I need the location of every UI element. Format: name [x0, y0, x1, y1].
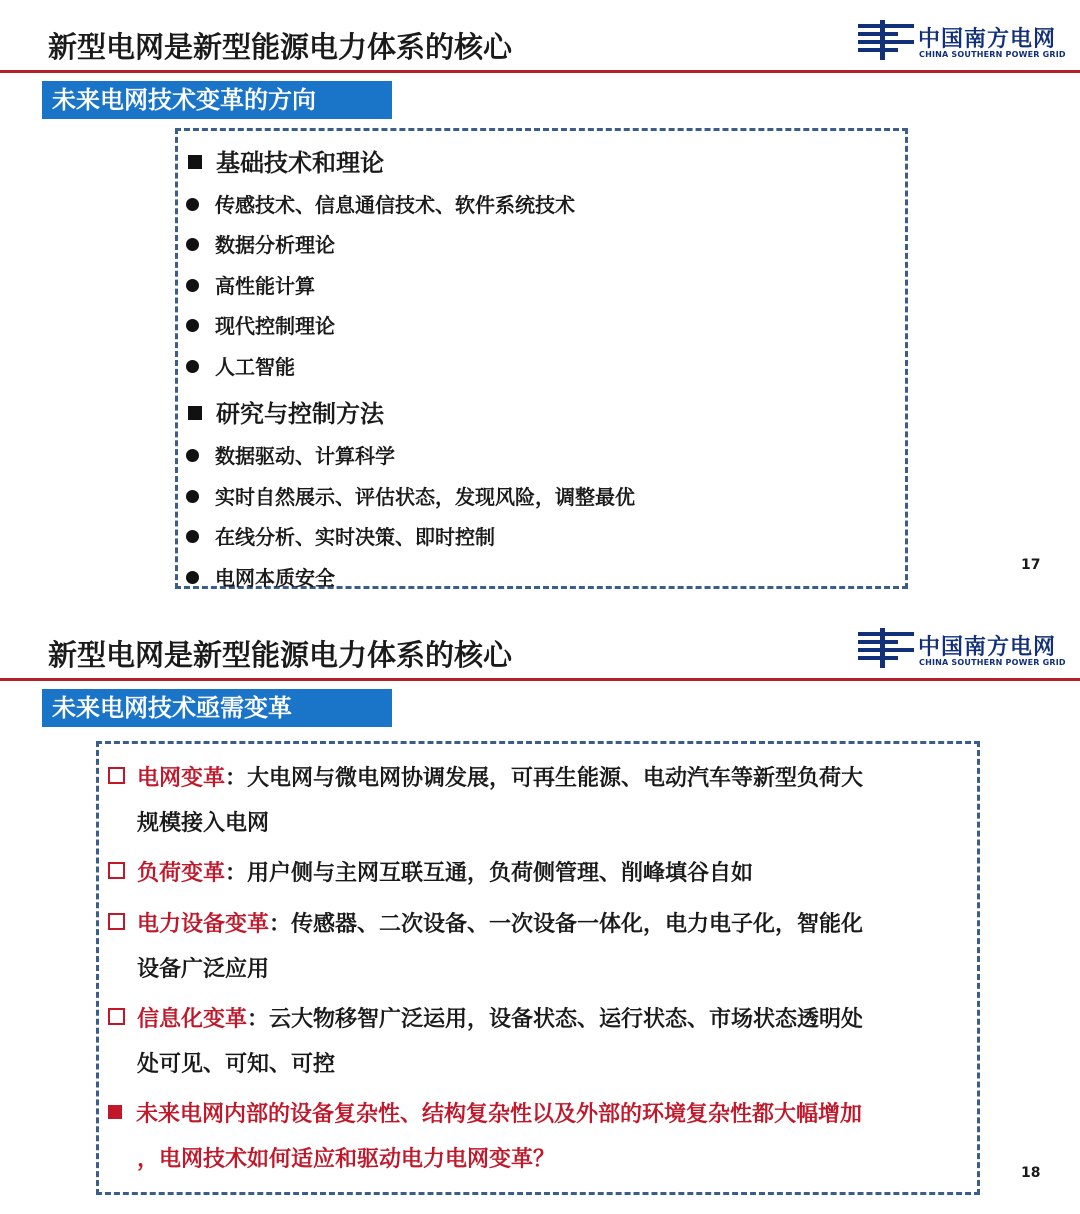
page-number: 17: [1021, 557, 1041, 573]
point-label: 电网变革: [137, 766, 226, 791]
dot-bullet-icon: [186, 238, 199, 251]
logo-stripes-icon: [858, 628, 914, 668]
list-item: 电网本质安全: [186, 562, 335, 591]
logo-text-en: CHINA SOUTHERN POWER GRID: [919, 658, 1066, 667]
point-continuation: 处可见、可知、可控: [137, 1052, 336, 1077]
section-tab: 未来电网技术变革的方向: [42, 81, 392, 119]
dot-bullet-icon: [186, 449, 199, 462]
change-point: 电力设备变革：传感器、二次设备、一次设备一体化，电力电子化，智能化: [108, 907, 863, 938]
slide-title: 新型电网是新型能源电力体系的核心: [48, 30, 513, 64]
dot-bullet-icon: [186, 279, 199, 292]
company-logo: [858, 20, 1073, 66]
slide-18: [0, 607, 1080, 1214]
list-item: 现代控制理论: [186, 310, 335, 339]
title-divider: [0, 678, 1080, 681]
square-bullet-icon: [188, 155, 202, 169]
list-item: 高性能计算: [186, 270, 315, 299]
section-tab: 未来电网技术亟需变革: [42, 689, 392, 727]
list-item: 人工智能: [186, 351, 295, 380]
dot-bullet-icon: [186, 198, 199, 211]
change-point: 负荷变革：用户侧与主网互联互通，负荷侧管理、削峰填谷自如: [108, 856, 753, 887]
hollow-square-bullet-icon: [108, 767, 125, 784]
point-continuation: 设备广泛应用: [137, 957, 270, 982]
group-heading: 研究与控制方法: [188, 394, 384, 429]
list-item: 数据分析理论: [186, 229, 335, 258]
point-continuation: 规模接入电网: [137, 811, 270, 836]
list-item: 实时自然展示、评估状态，发现风险，调整最优: [186, 481, 635, 510]
point-label: 电力设备变革: [137, 912, 270, 937]
dot-bullet-icon: [186, 360, 199, 373]
group-heading: 基础技术和理论: [188, 143, 384, 178]
list-item: 在线分析、实时决策、即时控制: [186, 521, 495, 550]
logo-stripes-icon: [858, 20, 914, 60]
hollow-square-bullet-icon: [108, 862, 125, 879]
point-label: 信息化变革: [137, 1007, 248, 1032]
logo-text-cn: 中国南方电网: [918, 27, 1057, 52]
logo-text-en: CHINA SOUTHERN POWER GRID: [919, 50, 1066, 59]
change-point: 电网变革：大电网与微电网协调发展，可再生能源、电动汽车等新型负荷大: [108, 761, 863, 792]
dot-bullet-icon: [186, 571, 199, 584]
conclusion: 未来电网内部的设备复杂性、结构复杂性以及外部的环境复杂性都大幅增加: [108, 1097, 862, 1128]
dot-bullet-icon: [186, 319, 199, 332]
list-item: 数据驱动、计算科学: [186, 440, 395, 469]
page-number: 18: [1021, 1165, 1041, 1181]
logo-text-cn: 中国南方电网: [918, 635, 1057, 660]
title-divider: [0, 70, 1080, 73]
square-bullet-icon: [188, 406, 202, 420]
company-logo: [858, 628, 1073, 674]
solid-square-bullet-icon: [108, 1105, 122, 1119]
list-item: 传感技术、信息通信技术、软件系统技术: [186, 189, 575, 218]
slide-title: 新型电网是新型能源电力体系的核心: [48, 638, 513, 672]
conclusion-continuation: ，电网技术如何适应和驱动电力电网变革？: [137, 1147, 556, 1172]
change-point: 信息化变革：云大物移智广泛运用，设备状态、运行状态、市场状态透明处: [108, 1002, 863, 1033]
point-label: 负荷变革: [137, 861, 226, 886]
dot-bullet-icon: [186, 490, 199, 503]
hollow-square-bullet-icon: [108, 913, 125, 930]
dot-bullet-icon: [186, 530, 199, 543]
hollow-square-bullet-icon: [108, 1008, 125, 1025]
